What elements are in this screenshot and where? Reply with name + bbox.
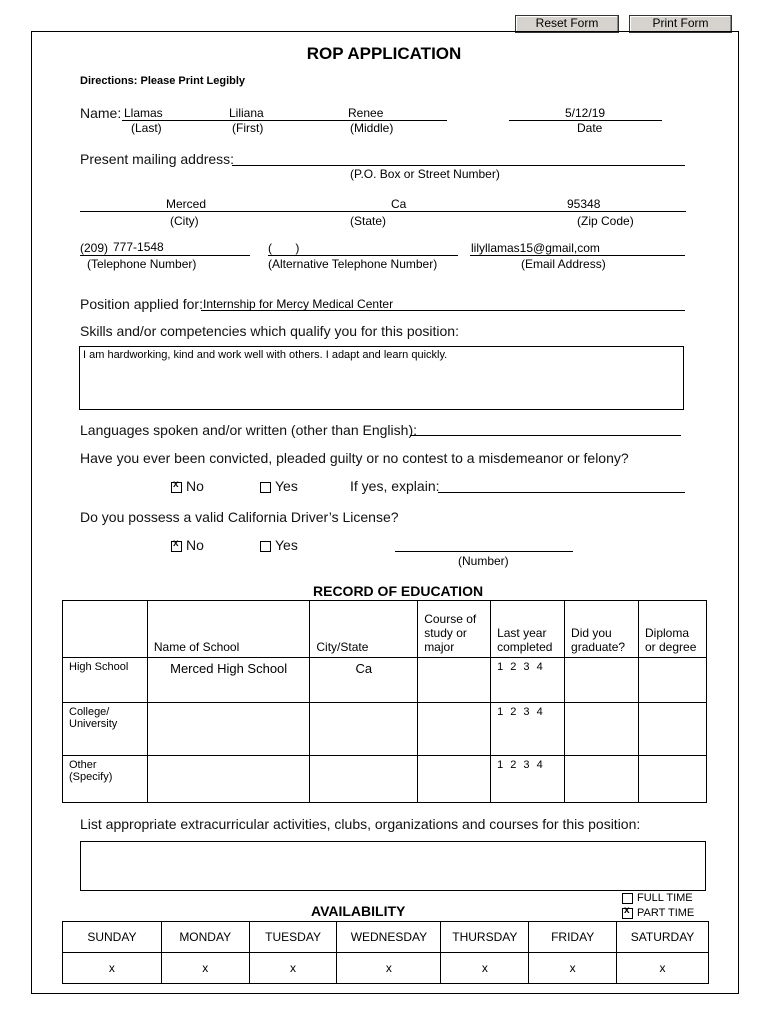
- education-header-school: Name of School: [147, 601, 310, 658]
- languages-label: Languages spoken and/or written (other than English):: [80, 422, 417, 438]
- date-caption: Date: [577, 121, 603, 135]
- availability-day-row: [63, 922, 709, 953]
- education-header-city: City/State: [310, 601, 418, 658]
- saturday-cell[interactable]: x: [617, 953, 709, 984]
- date-field[interactable]: 5/12/19: [565, 106, 606, 120]
- table-row: [63, 658, 707, 703]
- education-header-graduated: Did you graduate?: [565, 601, 639, 658]
- first-name-field[interactable]: Liliana: [229, 106, 264, 120]
- phone-field[interactable]: 777-1548: [113, 240, 164, 254]
- directions: Directions: Please Print Legibly: [80, 75, 246, 87]
- day-wednesday: WEDNESDAY: [337, 922, 441, 953]
- course-cell[interactable]: [418, 658, 491, 703]
- license-yes-option[interactable]: Yes: [260, 537, 298, 553]
- row-type: College/ University: [63, 703, 148, 756]
- school-cell[interactable]: [147, 756, 310, 803]
- wednesday-cell[interactable]: x: [337, 953, 441, 984]
- state-caption: (State): [350, 214, 387, 228]
- name-label: Name:: [80, 105, 122, 121]
- city-field[interactable]: Merced: [166, 197, 207, 211]
- street-line[interactable]: [232, 165, 685, 166]
- checkbox-checked-icon[interactable]: [622, 908, 633, 919]
- friday-cell[interactable]: x: [529, 953, 617, 984]
- license-no-option[interactable]: xNo: [171, 537, 204, 553]
- explain-label: If yes, explain:: [350, 478, 440, 494]
- diploma-cell[interactable]: [639, 756, 707, 803]
- alt-phone-field[interactable]: ( ): [268, 241, 300, 255]
- checkbox-icon[interactable]: [260, 482, 271, 493]
- alt-phone-caption: (Alternative Telephone Number): [268, 257, 438, 271]
- day-tuesday: TUESDAY: [249, 922, 337, 953]
- zip-field[interactable]: 95348: [567, 197, 601, 211]
- graduated-cell[interactable]: [565, 756, 639, 803]
- convicted-no-option[interactable]: xNo: [171, 478, 204, 494]
- row-type: High School: [63, 658, 148, 703]
- explain-line[interactable]: [438, 492, 685, 493]
- day-friday: FRIDAY: [529, 922, 617, 953]
- table-row: [63, 703, 707, 756]
- email-field[interactable]: lilyllamas15@gmail,com: [471, 241, 600, 255]
- course-cell[interactable]: [418, 756, 491, 803]
- full-time-option[interactable]: FULL TIME: [622, 892, 693, 904]
- year-options[interactable]: 1 2 3 4: [491, 703, 565, 756]
- checkbox-checked-icon[interactable]: [171, 541, 182, 552]
- course-cell[interactable]: [418, 703, 491, 756]
- sunday-cell[interactable]: x: [63, 953, 162, 984]
- phone-line: [80, 255, 250, 256]
- position-field[interactable]: Internship for Mercy Medical Center: [203, 297, 394, 311]
- city-state-zip-line: [80, 211, 686, 212]
- table-row: [63, 756, 707, 803]
- position-label: Position applied for:: [80, 296, 203, 312]
- skills-label: Skills and/or competencies which qualify you for this position:: [80, 323, 459, 339]
- middle-caption: (Middle): [350, 121, 394, 135]
- address-label: Present mailing address:: [80, 151, 235, 167]
- street-caption: (P.O. Box or Street Number): [350, 167, 500, 181]
- thursday-cell[interactable]: x: [441, 953, 529, 984]
- city-cell[interactable]: Ca: [310, 658, 418, 703]
- checkbox-icon[interactable]: [260, 541, 271, 552]
- checkbox-icon[interactable]: [622, 893, 633, 904]
- license-number-line[interactable]: [395, 551, 573, 552]
- education-header-year: Last year completed: [491, 601, 565, 658]
- skills-text: I am hardworking, kind and work well with others. I adapt and learn quickly.: [83, 349, 448, 361]
- activities-textarea[interactable]: [80, 841, 706, 891]
- print-form-button[interactable]: Print Form: [629, 15, 732, 33]
- activities-label: List appropriate extracurricular activities, clubs, organizations and courses for this position:: [80, 816, 641, 832]
- education-header-course: Course of study or major: [418, 601, 491, 658]
- zip-caption: (Zip Code): [577, 214, 634, 228]
- availability-title: AVAILABILITY: [311, 903, 406, 919]
- middle-name-field[interactable]: Renee: [348, 106, 384, 120]
- license-question: Do you possess a valid California Driver’s License?: [80, 509, 399, 525]
- education-title: RECORD OF EDUCATION: [313, 583, 484, 599]
- education-header-type: [63, 601, 148, 658]
- tuesday-cell[interactable]: x: [249, 953, 337, 984]
- email-caption: (Email Address): [521, 257, 606, 271]
- education-table: [62, 600, 707, 803]
- license-number-caption: (Number): [458, 554, 509, 568]
- school-cell[interactable]: Merced High School: [147, 658, 310, 703]
- day-thursday: THURSDAY: [441, 922, 529, 953]
- part-time-option[interactable]: xPART TIME: [622, 907, 694, 919]
- email-line: [470, 255, 685, 256]
- graduated-cell[interactable]: [565, 658, 639, 703]
- row-type: Other (Specify): [63, 756, 148, 803]
- name-line: [122, 120, 447, 121]
- last-name-field[interactable]: Llamas: [124, 106, 163, 120]
- day-sunday: SUNDAY: [63, 922, 162, 953]
- languages-line[interactable]: [410, 435, 681, 436]
- availability-mark-row: [63, 953, 709, 984]
- area-code: (209): [80, 241, 109, 255]
- education-header-diploma: Diploma or degree: [639, 601, 707, 658]
- last-caption: (Last): [131, 121, 162, 135]
- day-monday: MONDAY: [161, 922, 249, 953]
- checkbox-checked-icon[interactable]: [171, 482, 182, 493]
- day-saturday: SATURDAY: [617, 922, 709, 953]
- school-cell[interactable]: [147, 703, 310, 756]
- diploma-cell[interactable]: [639, 658, 707, 703]
- phone-caption: (Telephone Number): [87, 257, 197, 271]
- diploma-cell[interactable]: [639, 703, 707, 756]
- convicted-yes-option[interactable]: Yes: [260, 478, 298, 494]
- city-cell[interactable]: [310, 756, 418, 803]
- availability-table: [62, 921, 709, 984]
- city-cell[interactable]: [310, 703, 418, 756]
- form-title: ROP APPLICATION: [306, 44, 462, 63]
- city-caption: (City): [170, 214, 199, 228]
- state-field[interactable]: Ca: [391, 197, 407, 211]
- alt-phone-line: [268, 255, 458, 256]
- year-options[interactable]: 1 2 3 4: [491, 756, 565, 803]
- education-header-row: [63, 601, 707, 658]
- year-options[interactable]: 1 2 3 4: [491, 658, 565, 703]
- first-caption: (First): [232, 121, 264, 135]
- skills-textarea[interactable]: [79, 346, 684, 410]
- monday-cell[interactable]: x: [161, 953, 249, 984]
- convicted-question: Have you ever been convicted, pleaded guilty or no contest to a misdemeanor or felony?: [80, 450, 629, 466]
- graduated-cell[interactable]: [565, 703, 639, 756]
- reset-form-button[interactable]: Reset Form: [515, 15, 619, 33]
